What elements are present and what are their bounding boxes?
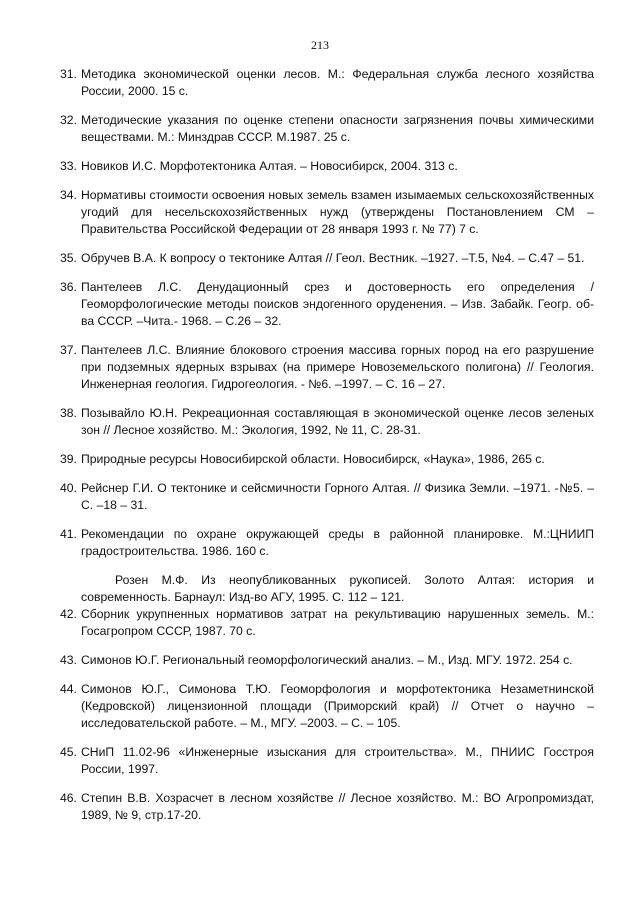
page-number: 213 — [311, 38, 329, 52]
reference-text: Природные ресурсы Новосибирской области. Новосибирск, «Наука», 1986, 265 с. — [81, 452, 545, 466]
reference-item — [60, 342, 594, 393]
reference-number: 44. — [60, 682, 77, 696]
reference-item — [60, 112, 594, 146]
reference-number: 31. — [60, 67, 77, 81]
reference-text: СНиП 11.02-96 «Инженерные изыскания для строительства». М., ПНИИС Госстроя России, 1997. — [81, 745, 594, 776]
reference-number: 36. — [60, 280, 77, 294]
reference-item — [60, 66, 594, 100]
reference-item — [60, 681, 594, 732]
reference-number: 38. — [60, 406, 77, 420]
reference-text: Позывайло Ю.Н. Рекреационная составляющая в экономической оценке лесов зеленых зон // Лесное хозяйство. М.: Экология, 1992, № 11, С. 28-31. — [81, 406, 594, 437]
reference-item — [60, 606, 594, 640]
reference-text: Пантелеев Л.С. Денудационный срез и достоверность его определения / Геоморфологические методы поисков эндогенного оруденения. – Изв. Забайк. Геогр. об-ва СССР. –Чита.- 1968. – С.26 – 32. — [81, 280, 594, 328]
reference-text: Методика экономической оценки лесов. М.: Федеральная служба лесного хозяйства России, 2000. 15 с. — [81, 67, 594, 98]
reference-number: 33. — [60, 159, 77, 173]
reference-item — [60, 480, 594, 514]
reference-text: Рейснер Г.И. О тектонике и сейсмичности Горного Алтая. // Физика Земли. –1971. -№5. –С. –18 – 31. — [81, 481, 594, 512]
reference-text: Рекомендации по охране окружающей среды в районной планировке. М.:ЦНИИП градостроительства. 1986. 160 с. — [81, 527, 594, 558]
reference-number: 40. — [60, 481, 77, 495]
reference-number: 39. — [60, 452, 77, 466]
reference-number: 35. — [60, 251, 77, 265]
reference-item — [60, 158, 594, 175]
reference-item — [60, 405, 594, 439]
reference-item — [60, 250, 594, 267]
reference-text: Сборник укрупненных нормативов затрат на рекультивацию нарушенных земель. М.: Госагропром СССР, 1987. 70 с. — [81, 607, 594, 638]
reference-text: Нормативы стоимости освоения новых земель взамен изымаемых сельскохозяйственных угодий для несельскохозяйственных нужд (утверждены Постановлением СМ – Правительства Российской Федерации от 28 января 1993 г. № 77) 7 с. — [81, 188, 594, 236]
reference-item — [60, 526, 594, 560]
reference-item — [60, 279, 594, 330]
reference-number: 45. — [60, 745, 77, 759]
reference-number: 34. — [60, 188, 77, 202]
reference-text: Обручев В.А. К вопросу о тектонике Алтая // Геол. Вестник. –1927. –Т.5, №4. – С.47 – 51. — [81, 251, 585, 265]
reference-list — [60, 66, 594, 836]
reference-number: 46. — [60, 791, 77, 805]
reference-text: Симонов Ю.Г., Симонова Т.Ю. Геоморфология и морфотектоника Незаметнинской (Кедровской) лицензионной площади (Приморский край) // Отчет о научно – исследовательской работе. – М., МГУ. –2003. – С. – 105. — [81, 682, 594, 730]
reference-item — [60, 790, 594, 824]
reference-text: Степин В.В. Хозрасчет в лесном хозяйстве // Лесное хозяйство. М.: ВО Агропромиздат, 1989, № 9, стр.17-20. — [81, 791, 594, 822]
reference-text: Розен М.Ф. Из неопубликованных рукописей. Золото Алтая: история и современность. Барнаул: Изд-во АГУ, 1995. С. 112 – 121. — [81, 573, 594, 604]
reference-text: Методические указания по оценке степени опасности загрязнения почвы химическими веществами. М.: Минздрав СССР. М.1987. 25 с. — [81, 113, 594, 144]
reference-item-unnumbered — [60, 572, 594, 606]
reference-item — [60, 744, 594, 778]
reference-item — [60, 652, 594, 669]
reference-text: Новиков И.С. Морфотектоника Алтая. – Новосибирск, 2004. 313 с. — [81, 159, 458, 173]
reference-text: Пантелеев Л.С. Влияние блокового строения массива горных пород на его разрушение при подземных ядерных взрывах (на примере Новоземельского полигона) // Геология. Инженерная геология. Гидрогеология. - №6. –1997. – С. 16 – 27. — [81, 343, 594, 391]
reference-number: 41. — [60, 527, 77, 541]
reference-number: 42. — [60, 607, 77, 621]
reference-text: Симонов Ю.Г. Региональный геоморфологический анализ. – М., Изд. МГУ. 1972. 254 с. — [81, 653, 573, 667]
reference-number: 43. — [60, 653, 77, 667]
reference-item — [60, 451, 594, 468]
reference-number — [60, 572, 81, 606]
reference-number: 37. — [60, 343, 77, 357]
reference-item — [60, 187, 594, 238]
reference-number: 32. — [60, 113, 77, 127]
